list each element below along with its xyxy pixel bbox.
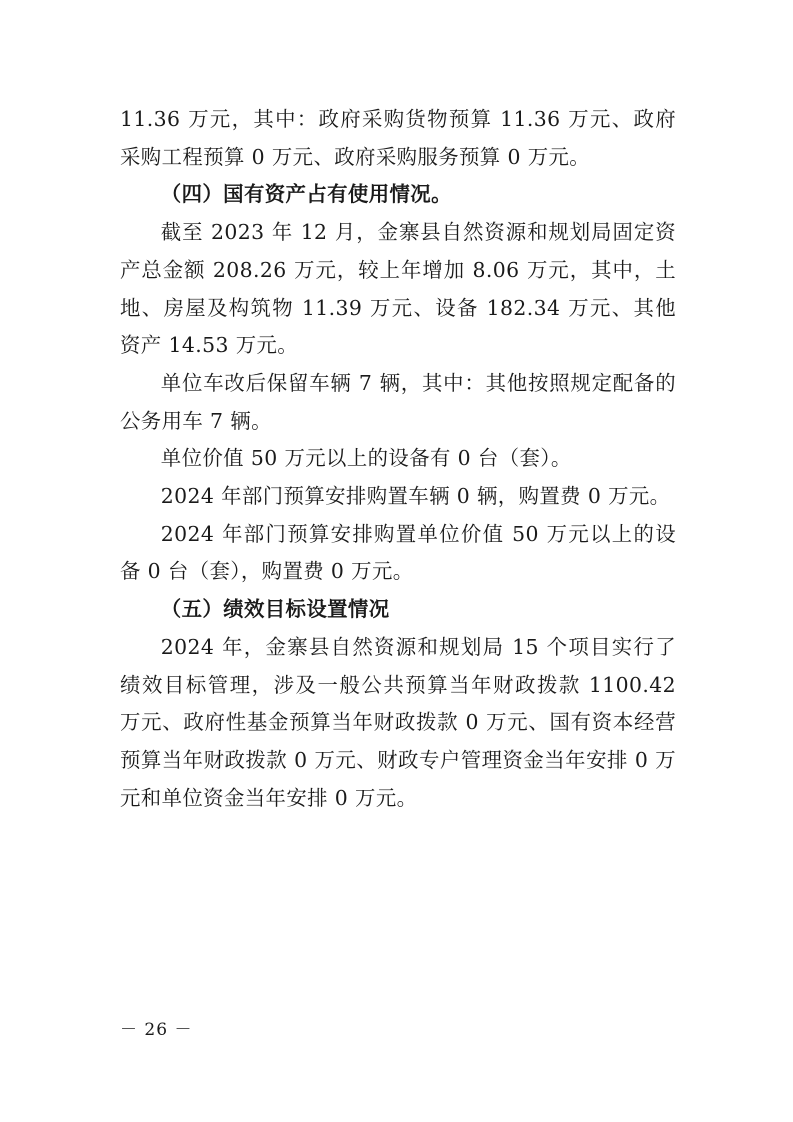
- page-number: － 26 －: [120, 1020, 193, 1040]
- paragraph-performance-goals: 2024 年，金寨县自然资源和规划局 15 个项目实行了绩效目标管理，涉及一般公共预算当年财政拨款 1100.42 万元、政府性基金预算当年财政拨款 0 万元、国有资本经营预算当年财政拨款 0 万元、财政专户管理资金当年安排 0 万元和单位资金当年安排 0 万元。: [120, 634, 676, 810]
- paragraph-equipment: 单位价值 50 万元以上的设备有 0 台（套）。: [160, 446, 572, 471]
- paragraph-procurement-continued: 11.36 万元，其中：政府采购货物预算 11.36 万元、政府采购工程预算 0 万元、政府采购服务预算 0 万元。: [120, 107, 676, 169]
- document-body: [120, 101, 676, 817]
- paragraph-equipment-purchase: 2024 年部门预算安排购置单位价值 50 万元以上的设备 0 台（套），购置费 0 万元。: [120, 521, 676, 584]
- paragraph-vehicle-purchase: 2024 年部门预算安排购置车辆 0 辆，购置费 0 万元。: [160, 484, 671, 509]
- paragraph-fixed-assets: 截至 2023 年 12 月，金寨县自然资源和规划局固定资产总金额 208.26 万元，较上年增加 8.06 万元，其中，土地、房屋及构筑物 11.39 万元、设备 182.34 万元、其他资产 14.53 万元。: [120, 220, 676, 358]
- section-heading-state-assets: （四）国有资产占有使用情况。: [160, 182, 452, 207]
- paragraph-vehicles: 单位车改后保留车辆 7 辆，其中：其他按照规定配备的公务用车 7 辆。: [120, 370, 676, 433]
- section-heading-performance-goals: （五）绩效目标设置情况: [160, 597, 390, 622]
